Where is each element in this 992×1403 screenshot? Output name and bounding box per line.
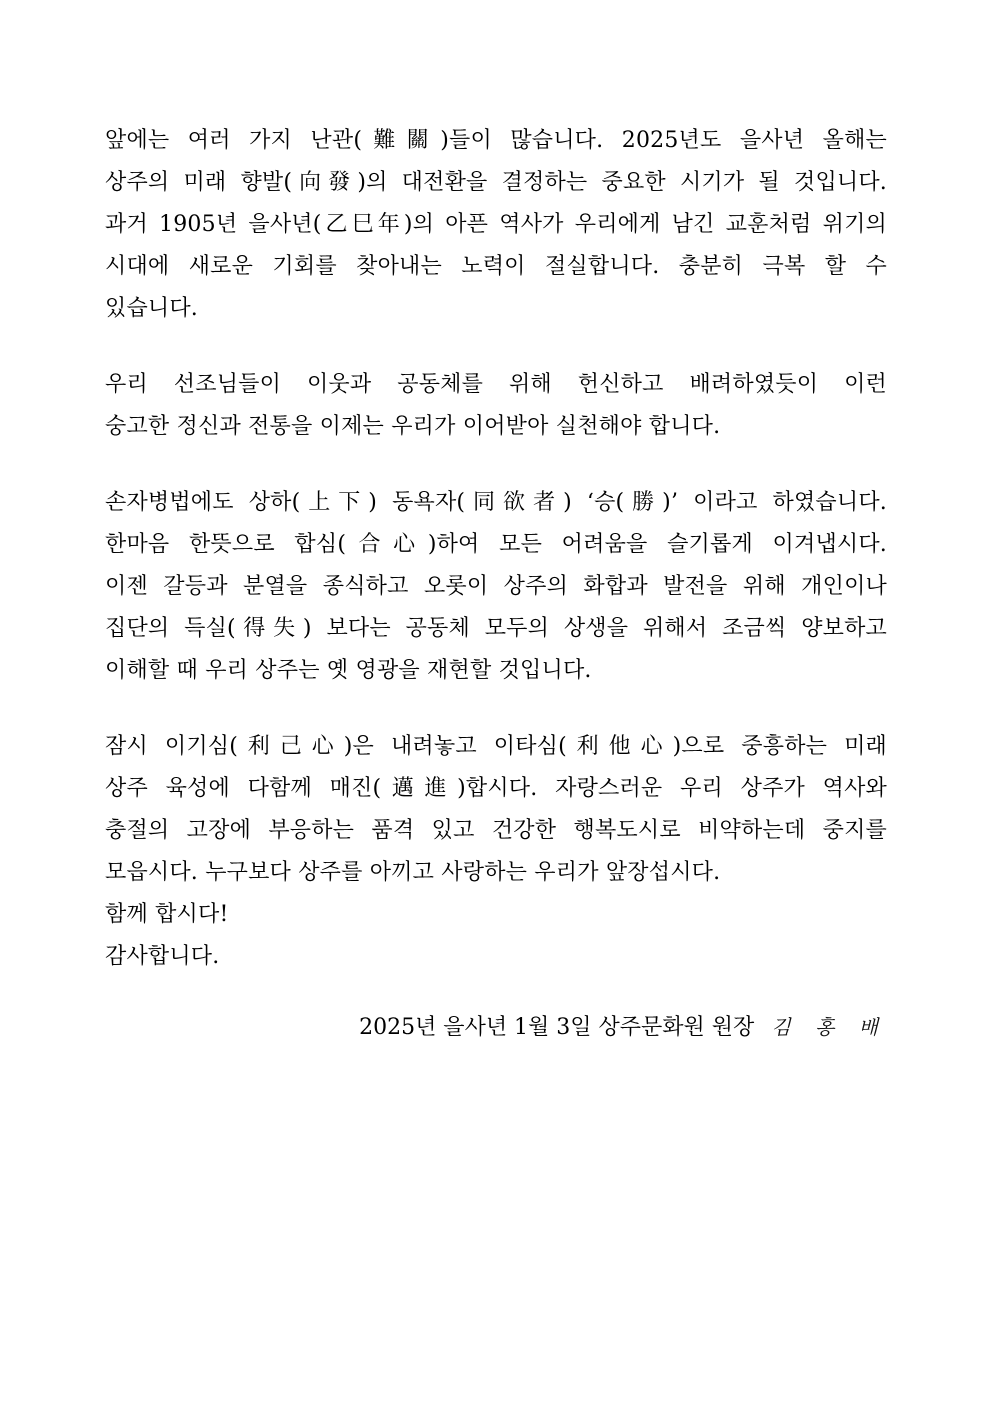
signature-date-title: 2025년 을사년 1월 3일 상주문화원 원장 — [359, 1015, 755, 1040]
text-line: 시대에 새로운 기회를 찾아내는 노력이 절실합니다. 충분히 극복 할 수 — [105, 254, 887, 279]
text-line: 앞에는 여러 가지 난관(難關)들이 많습니다. 2025년도 을사년 올해는 — [105, 128, 887, 153]
closing-line-together: 함께 합시다! — [105, 902, 229, 927]
text-line: 손자병법에도 상하(上下) 동욕자(同欲者) ‘승(勝)’ 이라고 하였습니다. — [105, 490, 887, 515]
text-line: 있습니다. — [105, 296, 199, 321]
signature-block — [105, 1006, 887, 1048]
paragraph-1 — [105, 120, 887, 330]
text-line: 모읍시다. 누구보다 상주를 아끼고 사랑하는 우리가 앞장섭시다. — [105, 860, 721, 885]
paragraph-spacer — [105, 330, 887, 364]
paragraph-spacer — [105, 692, 887, 726]
paragraph-3 — [105, 482, 887, 692]
closing-remarks — [105, 894, 887, 978]
paragraph-4 — [105, 726, 887, 894]
text-line: 상주의 미래 향발(向發)의 대전환을 결정하는 중요한 시기가 될 것입니다. — [105, 170, 887, 195]
signature-name: 김 홍 배 — [771, 1015, 887, 1039]
text-line: 집단의 득실(得失) 보다는 공동체 모두의 상생을 위해서 조금씩 양보하고 — [105, 616, 887, 641]
text-line: 상주 육성에 다함께 매진(邁進)합시다. 자랑스러운 우리 상주가 역사와 — [105, 776, 887, 801]
text-line: 이젠 갈등과 분열을 종식하고 오롯이 상주의 화합과 발전을 위해 개인이나 — [105, 574, 887, 599]
text-line: 이해할 때 우리 상주는 옛 영광을 재현할 것입니다. — [105, 658, 592, 683]
paragraph-spacer — [105, 448, 887, 482]
closing-line-thanks: 감사합니다. — [105, 944, 220, 969]
letter-body — [105, 120, 887, 978]
text-line: 충절의 고장에 부응하는 품격 있고 건강한 행복도시로 비약하는데 중지를 — [105, 818, 887, 843]
paragraph-2 — [105, 364, 887, 448]
text-line: 과거 1905년 을사년(乙巳年)의 아픈 역사가 우리에게 남긴 교훈처럼 위기의 — [105, 212, 887, 237]
text-line: 숭고한 정신과 전통을 이제는 우리가 이어받아 실천해야 합니다. — [105, 414, 721, 439]
text-line: 한마음 한뜻으로 합심(合心)하여 모든 어려움을 슬기롭게 이겨냅시다. — [105, 532, 887, 557]
text-line: 잠시 이기심(利己心)은 내려놓고 이타심(利他心)으로 중흥하는 미래 — [105, 734, 887, 759]
text-line: 우리 선조님들이 이웃과 공동체를 위해 헌신하고 배려하였듯이 이런 — [105, 372, 887, 397]
